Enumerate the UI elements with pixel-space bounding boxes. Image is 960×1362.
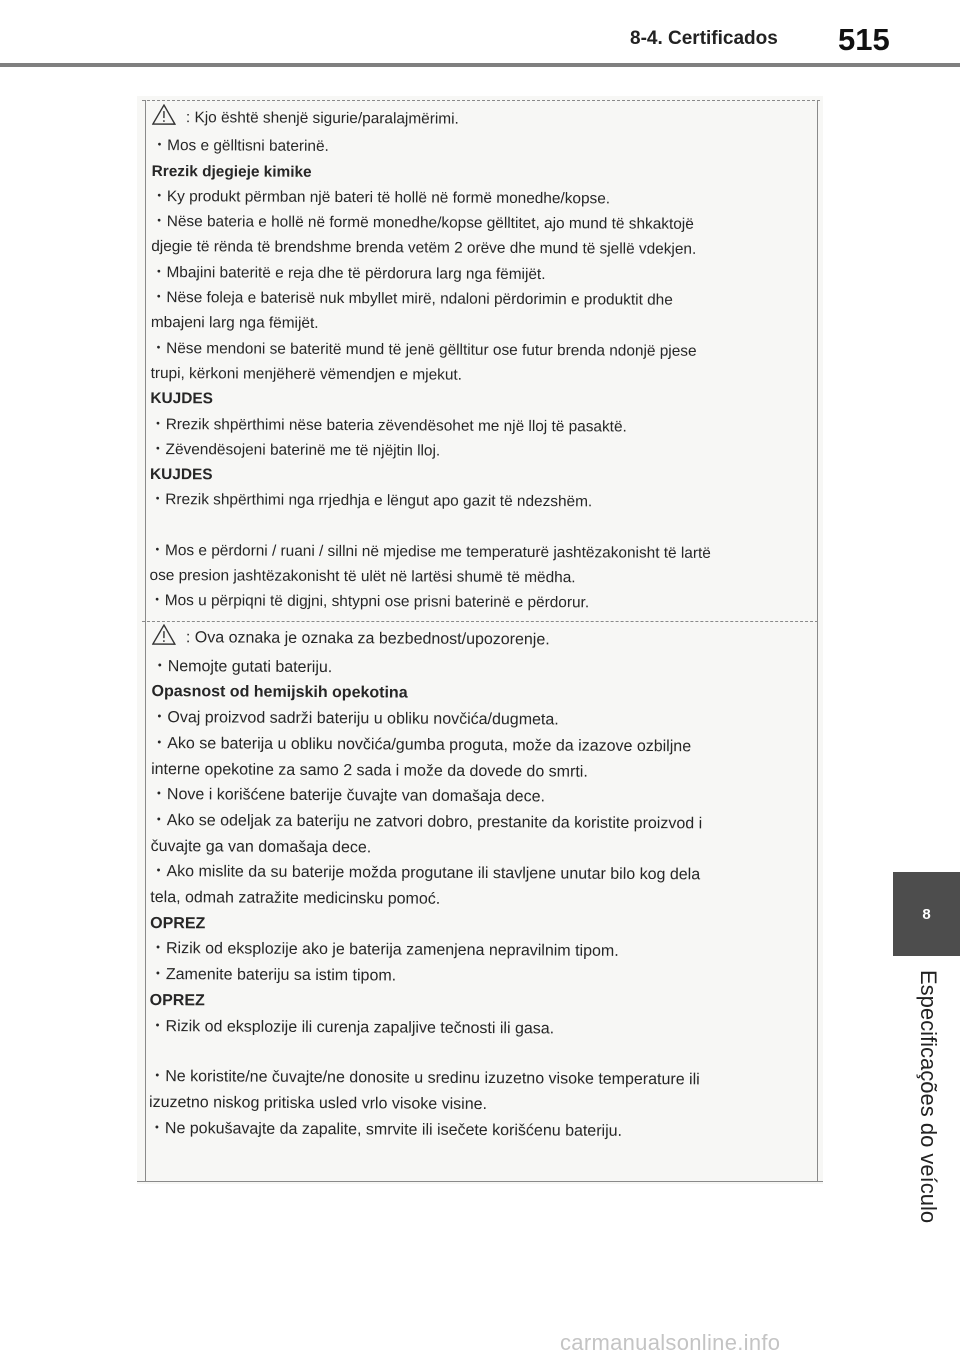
warning-line: ・Zëvendësojeni baterinë me të njëjtin lloj. xyxy=(150,440,441,460)
warning-line: ・Ne pokušavajte da zapalite, smrvite ili isečete korišćenu bateriju. xyxy=(148,1119,623,1140)
paragraph-gap xyxy=(150,513,790,541)
warning-heading: OPREZ xyxy=(149,991,205,1010)
warning-line: tela, odmah zatražite medicinsku pomoć. xyxy=(150,889,441,908)
page-number: 515 xyxy=(838,22,890,57)
warning-heading: OPREZ xyxy=(150,914,206,933)
chapter-tab[interactable]: 8 xyxy=(893,872,960,956)
scan-border-middle xyxy=(142,621,818,622)
warning-heading: KUJDES xyxy=(150,390,213,408)
warning-line: ・Rizik od eksplozije ako je baterija zamenjena nepravilnim tipom. xyxy=(149,940,619,961)
warning-heading: Opasnost od hemijskih opekotina xyxy=(151,683,408,702)
scan-border-right xyxy=(817,100,818,1182)
scan-border-top xyxy=(142,100,820,101)
serbian-lines xyxy=(149,654,792,1146)
warning-line: ・Nëse bateria e hollë në formë monedhe/kopse gëlltitet, ajo mund të shkaktojë xyxy=(151,213,694,234)
warning-line: ・Ako mislite da su baterije možda progutane ili stavljene unutar bilo kog dela xyxy=(150,863,701,884)
serbian-warning-symbol-text: : Ova oznaka je oznaka za bezbednost/upozorenje. xyxy=(185,629,550,649)
warning-line: interne opekotine za samo 2 sada i može da dovede do smrti. xyxy=(151,760,588,781)
warning-line: ・Nëse mendoni se bateritë mund të jenë gëlltitur ose futur brenda ndonjë pjese xyxy=(150,339,697,360)
chapter-title-vertical: Especificações do veículo xyxy=(916,970,941,1224)
warning-line: djegie të rënda të brendshme brenda vetëm 2 orëve dhe mund të sjellë vdekjen. xyxy=(151,238,697,259)
warning-line: ・Nove i korišćene baterije čuvajte van domašaja dece. xyxy=(150,786,546,806)
albanian-lines xyxy=(149,133,792,617)
warning-triangle-icon xyxy=(152,104,178,133)
warning-line: ・Mbajini bateritë e reja dhe të përdorura larg nga fëmijët. xyxy=(151,263,546,283)
warning-line: ・Nëse foleja e baterisë nuk mbyllet mirë, ndaloni përdorimin e produktit dhe xyxy=(150,289,673,309)
warning-line: mbajeni larg nga fëmijët. xyxy=(150,314,319,333)
warning-line: čuvajte ga van domašaja dece. xyxy=(150,837,372,856)
albanian-warning-symbol-text: : Kjo është shenjë sigurie/paralajmërimi. xyxy=(185,109,459,128)
warning-line: ・Ky produkt përmban një bateri të hollë në formë monedhe/kopse. xyxy=(151,187,611,208)
warning-line: ・Mos u përpiqni të digjni, shtypni ose prisni baterinë e përdorur. xyxy=(149,592,590,612)
warning-line: ・Mos e gëlltisni baterinë. xyxy=(151,137,329,156)
warning-line: ・Nemojte gutati bateriju. xyxy=(151,657,333,676)
warning-heading: KUJDES xyxy=(150,466,213,484)
serbian-warning-block xyxy=(149,624,792,1145)
warning-line: ose presion jashtëzakonisht të ulët në lartësi shumë të mëdha. xyxy=(149,567,576,587)
header-rule xyxy=(0,63,960,67)
warning-line: ・Zamenite bateriju sa istim tipom. xyxy=(149,966,397,985)
scan-border-bottom xyxy=(137,1181,823,1182)
warning-line: ・Rizik od eksplozije ili curenja zapaljive tečnosti ili gasa. xyxy=(149,1017,555,1038)
paragraph-gap xyxy=(149,1039,789,1068)
warning-triangle-icon xyxy=(152,624,178,654)
scan-border-left xyxy=(145,100,146,1182)
warning-line: ・Rrezik shpërthimi nga rrjedhja e lëngut apo gazit të ndezshëm. xyxy=(149,491,593,511)
section-title: 8-4. Certificados xyxy=(630,28,778,49)
serbian-warning-symbol-line xyxy=(152,624,792,658)
albanian-warning-block xyxy=(149,104,792,617)
warning-line: izuzetno niskog pritiska usled vrlo visoke visine. xyxy=(149,1093,488,1114)
warning-heading: Rrezik djegieje kimike xyxy=(151,162,312,181)
warning-line: ・Ako se odeljak za bateriju ne zatvori dobro, prestanite da koristite proizvod i xyxy=(150,811,703,833)
warning-line: ・Ne koristite/ne čuvajte/ne donosite u sredinu izuzetno visoke temperature ili xyxy=(149,1068,700,1089)
warning-line: ・Ovaj proizvod sadrži bateriju u obliku novčića/dugmeta. xyxy=(151,709,559,729)
warning-line: trupi, kërkoni menjëherë vëmendjen e mjekut. xyxy=(150,364,463,384)
albanian-warning-symbol-line xyxy=(152,104,792,137)
warning-line: ・Mos e përdorni / ruani / sillni në mjedise me temperaturë jashtëzakonisht të lartë xyxy=(149,541,711,562)
warning-line: ・Ako se baterija u obliku novčića/gumba proguta, može da izazove ozbiljne xyxy=(151,734,692,756)
warning-line: ・Rrezik shpërthimi nëse bateria zëvendësohet me një lloj të pasaktë. xyxy=(150,415,627,436)
watermark: carmanualsonline.info xyxy=(560,1330,781,1355)
